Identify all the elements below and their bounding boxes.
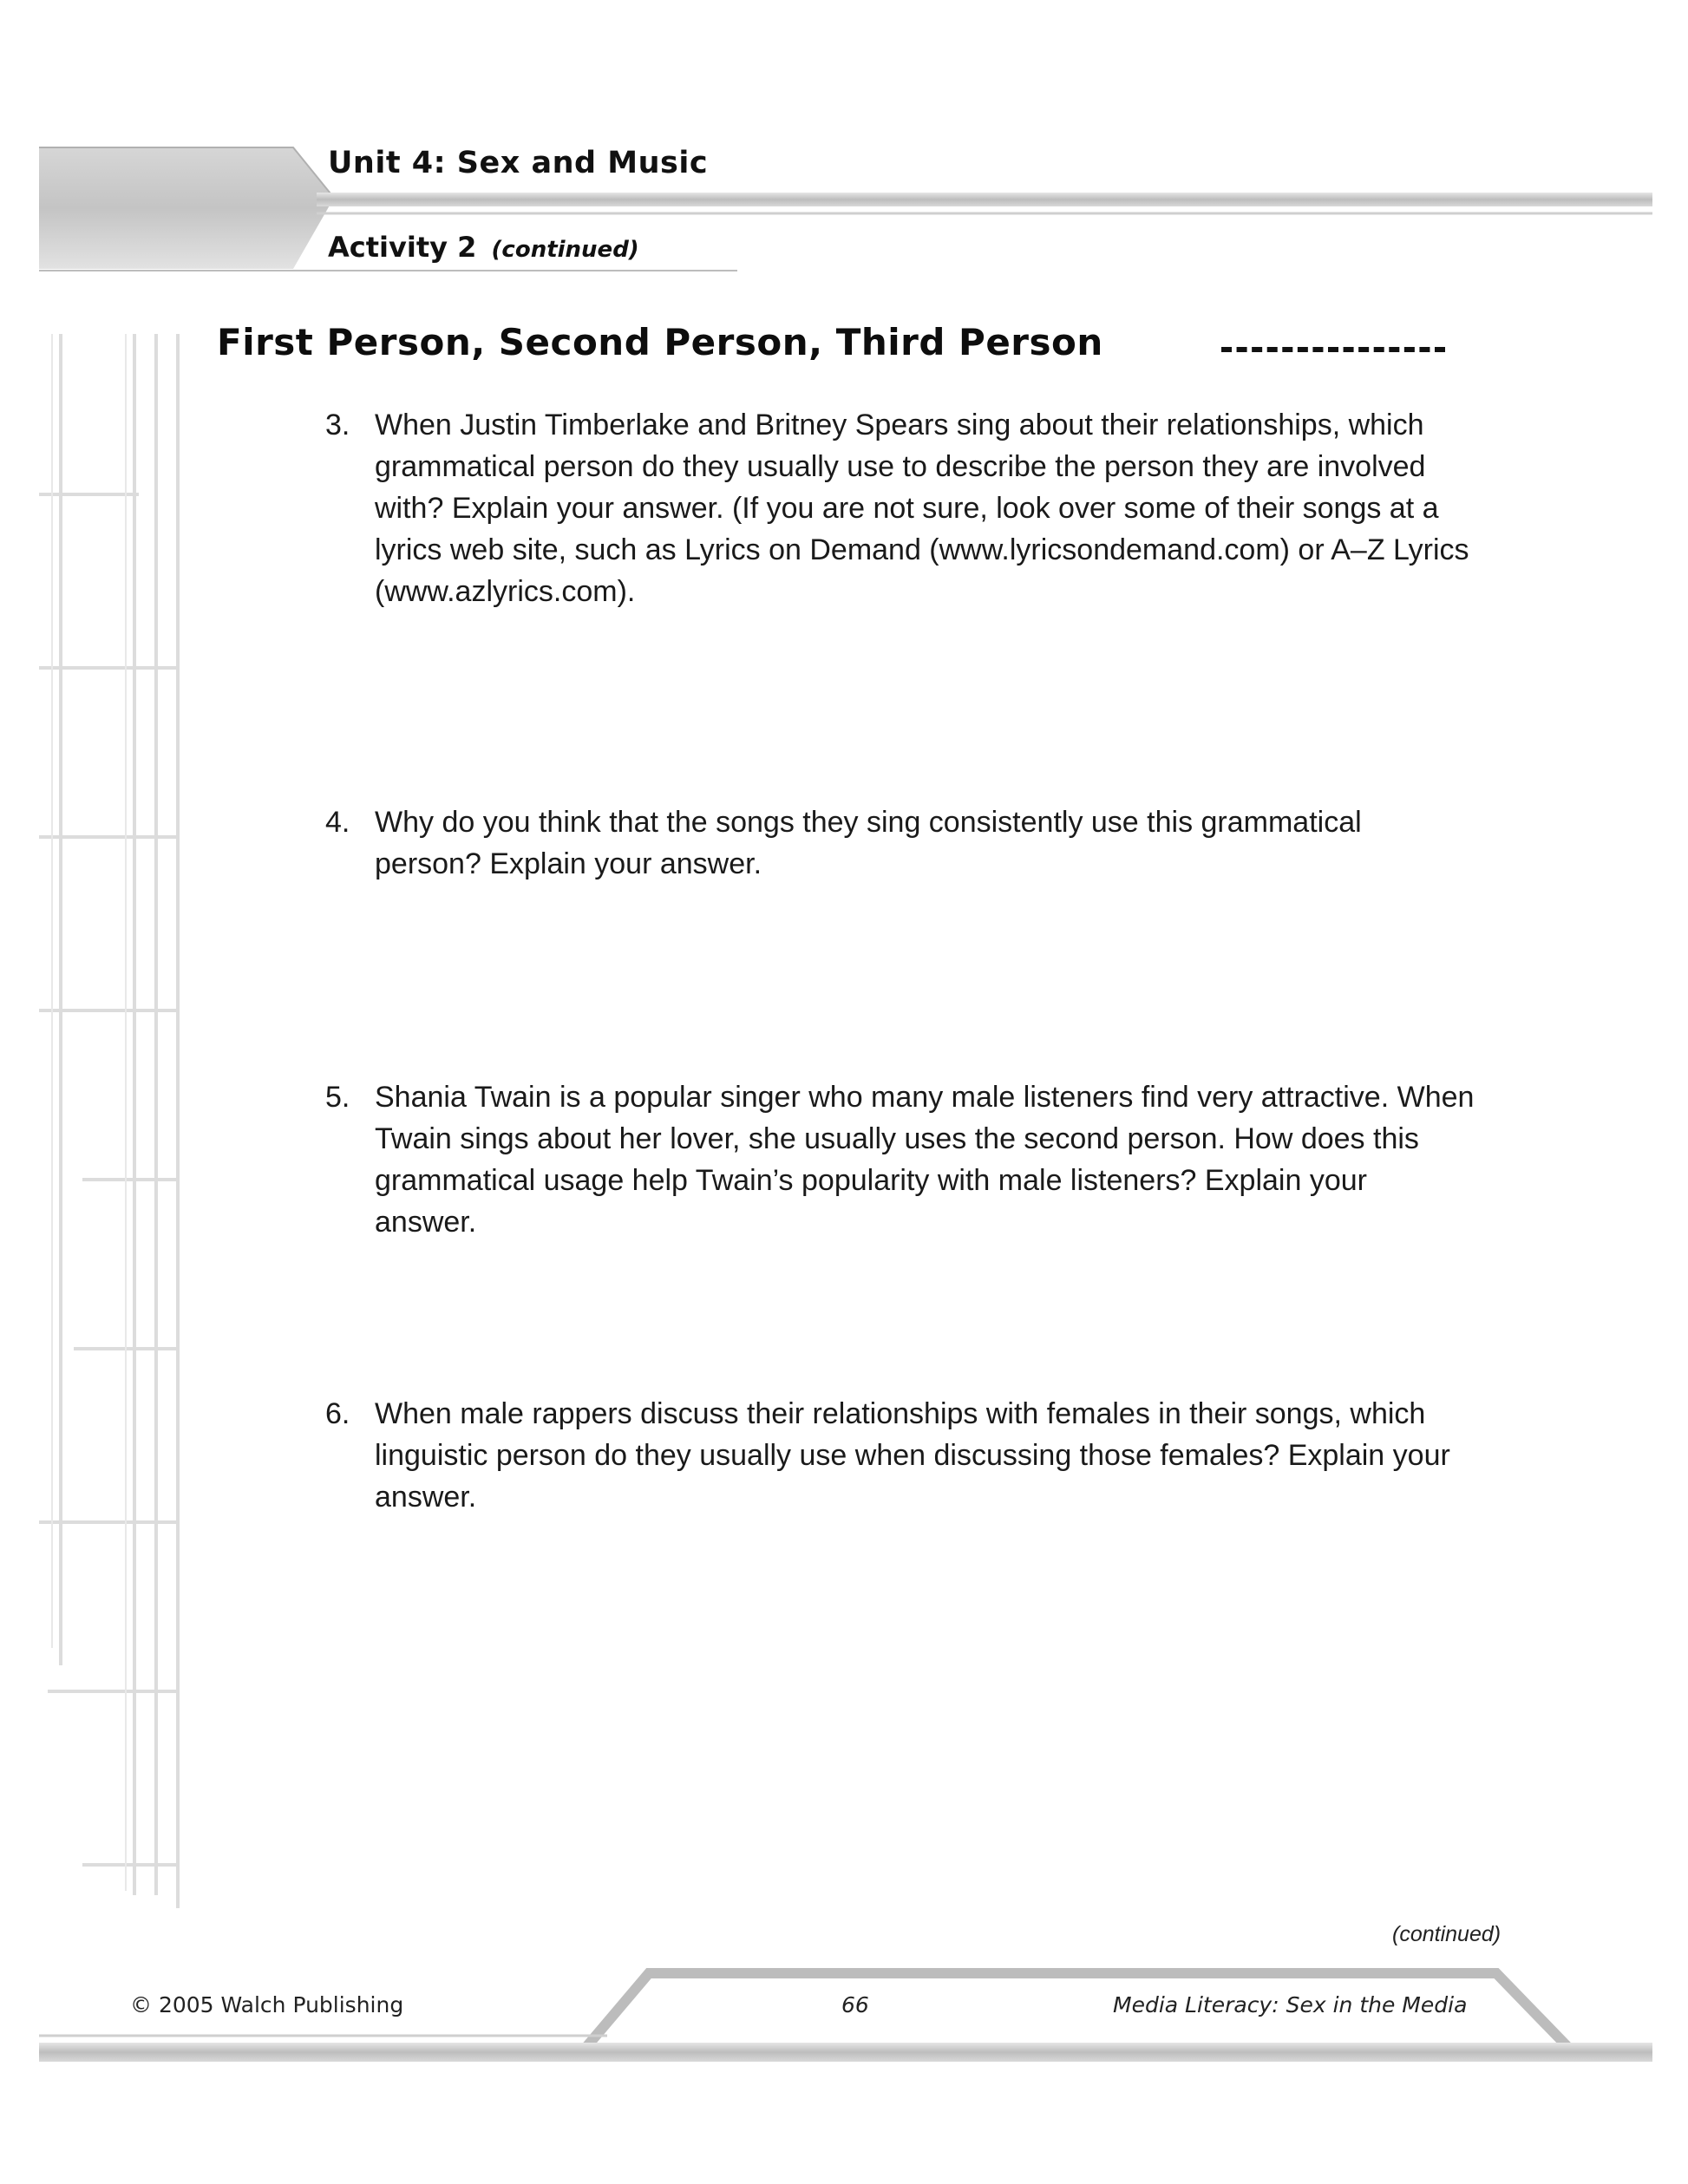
section-title: First Person, Second Person, Third Person <box>217 321 1103 363</box>
continued-note: (continued) <box>1392 1922 1502 1946</box>
header-banner <box>39 147 1652 271</box>
question-text: Shania Twain is a popular singer who many male listeners find very attractive. When Twain sings about her lover, she usually uses the second person. How does this grammatical usage help Twain’s popularity with male listeners? Explain your answer. <box>375 1081 1475 1239</box>
section-title-dash-rule <box>1221 347 1445 352</box>
activity-continued-label: (continued) <box>491 237 639 263</box>
footer-copyright: © 2005 Walch Publishing <box>130 1992 404 2017</box>
question-6 <box>325 1393 1475 1518</box>
question-number: 6. <box>325 1397 350 1430</box>
question-5 <box>325 1076 1475 1243</box>
activity-heading <box>328 231 639 264</box>
question-4 <box>325 801 1475 885</box>
question-number: 5. <box>325 1081 350 1114</box>
question-text: Why do you think that the songs they sing consistently use this grammatical person? Explain your answer. <box>375 806 1362 880</box>
question-text: When male rappers discuss their relationships with females in their songs, which linguistic person do they usually use when discussing those females? Explain your answer. <box>375 1397 1450 1514</box>
activity-label: Activity 2 <box>328 231 477 264</box>
left-grid-decoration <box>39 334 178 1908</box>
question-3 <box>325 404 1475 612</box>
footer-banner <box>39 1973 1652 2062</box>
question-number: 3. <box>325 409 350 441</box>
question-number: 4. <box>325 806 350 839</box>
unit-title: Unit 4: Sex and Music <box>328 146 709 180</box>
footer-book-title: Media Literacy: Sex in the Media <box>1113 1992 1468 2017</box>
question-text: When Justin Timberlake and Britney Spears sing about their relationships, which grammatical person do they usually use to describe the person they are involved with? Explain your answer. (If you are not sure, look over some of their songs at a lyrics web site, such as Lyrics on Demand (www.lyricsondemand.com) or A–Z Lyrics (www.azlyrics.com). <box>375 409 1469 608</box>
footer-page-number: 66 <box>841 1992 869 2017</box>
